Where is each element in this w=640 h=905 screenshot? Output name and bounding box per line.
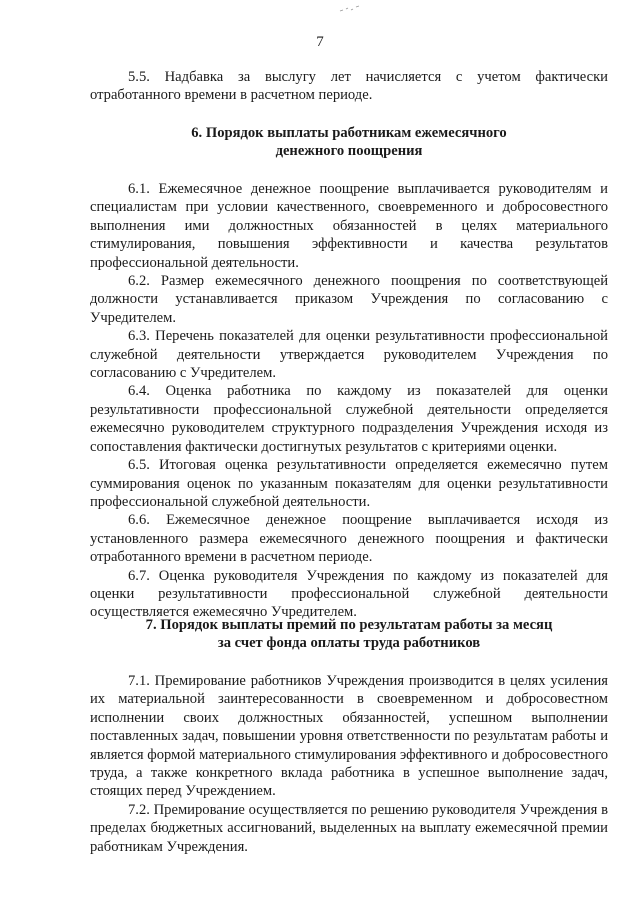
scan-artifact-mark xyxy=(338,4,362,14)
section-6-body xyxy=(90,180,608,622)
paragraph-6-2: 6.2. Размер ежемесячного денежного поощрения по соответствующей должности устанавливается приказом Учреждения по согласованию с Учредителем. xyxy=(90,273,608,326)
section-7-heading xyxy=(90,616,608,653)
paragraph-6-4: 6.4. Оценка работника по каждому из показателей для оценки результативности профессиональной служебной деятельности определяется ежемесячно руководителем структурного подразделения Учреждения исходя из сопоставления фактически достигнутых результатов с критериями оценки. xyxy=(90,383,608,455)
paragraph-7-1: 7.1. Премирование работников Учреждения производится в целях усиления их материальной заинтересованности в своевременном и добросовестном исполнении своих должностных обязанностей, успешном выполнении поставленных задач, повышении уровня ответственности по результатам работы и является формой материального стимулирования эффективного и добросовестного труда, а также конкретного вклада работника в успешное выполнение задач, стоящих перед Учреждением. xyxy=(90,673,608,800)
paragraph-6-3: 6.3. Перечень показателей для оценки результативности профессиональной служебной деятельности утверждается руководителем Учреждения по согласованию с Учредителем. xyxy=(90,328,608,382)
section-6-title-line1: 6. Порядок выплаты работникам ежемесячного xyxy=(191,125,507,141)
section-6-heading xyxy=(90,124,608,161)
paragraph-5-5-block xyxy=(90,68,608,105)
paragraph-7-2: 7.2. Премирование осуществляется по решению руководителя Учреждения в пределах бюджетных ассигнований, выделенных на выплату ежемесячной премии работникам Учреждения. xyxy=(90,801,608,855)
paragraph-6-6: 6.6. Ежемесячное денежное поощрение выплачивается исходя из установленного размера ежемесячного денежного поощрения и фактически отработанного времени в расчетном периоде. xyxy=(90,512,608,566)
section-7-title-line1: 7. Порядок выплаты премий по результатам работы за месяц xyxy=(145,617,553,633)
section-7-body xyxy=(90,672,608,856)
paragraph-5-5: 5.5. Надбавка за выслугу лет начисляется с учетом фактически отработанного времени в расчетном периоде. xyxy=(90,69,608,104)
paragraph-6-5: 6.5. Итоговая оценка результативности определяется ежемесячно путем суммирования оценок по указанным показателям для оценки результативности профессиональной служебной деятельности. xyxy=(90,457,608,510)
page-number: 7 xyxy=(316,34,324,50)
paragraph-6-7: 6.7. Оценка руководителя Учреждения по каждому из показателей для оценки результативности профессиональной служебной деятельности осуществляется ежемесячно Учредителем. xyxy=(90,567,608,621)
section-7-title-line2: за счет фонда оплаты труда работников xyxy=(217,635,481,652)
section-6-title-line2: денежного поощрения xyxy=(275,143,423,160)
paragraph-6-1: 6.1. Ежемесячное денежное поощрение выплачивается руководителям и специалистам при условии качественного, своевременного и добросовестного выполнения ими должностных обязанностей в целях материального стимулирования, повышения эффективности и качества результатов профессиональной деятельности. xyxy=(90,181,608,271)
